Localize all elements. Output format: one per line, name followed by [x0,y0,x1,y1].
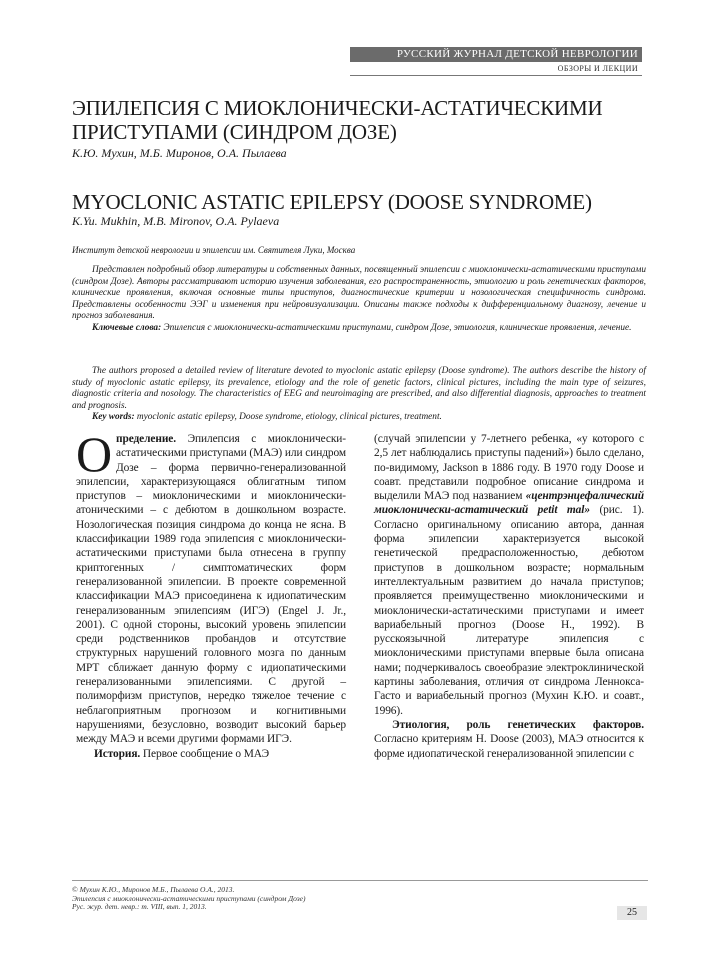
history-continued-a: (случай эпилепсии у 7-летнего ребенка, «у которого с 2,5 лет наблюдались приступы падений») было сделано, по-видимому, Jackson в 1886 году. В 1970 году Doose и соавт. представили подробное описание синдрома и выделили МАЭ под названием [374,433,644,503]
abstract-en-text: The authors proposed a detailed review of literature devoted to myoclonic astatic epilepsy (Doose syndrome). The authors describe the history of study of myoclonic astatic epilepsy, its prevalence, etiology and the role of genetic factors, clinical pictures, including the main type of seizures, diagnostic criteria and nosology. The characteristics of EEG and neuroimaging are prescribed, and also differential diagnosis, approaches to treatment and prognosis. [72,366,646,411]
keywords-en-label: Key words: [92,412,135,422]
keywords-ru-label: Ключевые слова: [92,322,162,333]
section-divider [350,75,642,76]
definition-lead: пределение. [116,433,177,445]
affiliation: Институт детской неврологии и эпилепсии им. Святителя Луки, Москва [72,245,356,255]
footer-citation: Рус. жур. дет. невр.: т. VIII, вып. 1, 2013. [72,902,207,911]
definition-text: Эпилепсия с миоклонически-астатическими приступами (МАЭ) или синдром Дозе – форма первично-генерализованной эпилепсии, характеризующаяся облигатным типом приступов – миоклоническими и миоклонически-атоническими – с дебютом в дошкольном возрасте. Нозологическая позиция синдрома до конца не ясна. В классификации 1989 года эпилепсия с миоклонически-астатическими приступами была отнесена в группу криптогенных / симптоматических форм генерализованной эпилепсии. В проекте современной классификации МАЭ присоединена к идиопатическим генерализованным эпилепсиям (ИГЭ) (Engel J. Jr., 2001). С одной стороны, высокий уровень эпилепсии среди родственников пробандов и отсутствие структурных нарушений головного мозга по данным МРТ сближает данную форму с идиопатическими генерализованными эпилепсиями. С другой – полиморфизм приступов, нередко тяжелое течение с неблагоприятным прогнозом и когнитивными нарушениями, безусловно, возводит высокий барьер между МАЭ и всеми другими формами ИГЭ. [76,433,346,746]
article-title-ru: ЭПИЛЕПСИЯ С МИОКЛОНИЧЕСКИ-АСТАТИЧЕСКИМИ ПРИСТУПАМИ (СИНДРОМ ДОЗЕ) [72,96,603,144]
footer-copyright: © Мухин К.Ю., Миронов М.Б., Пылаева О.А., 2013. [72,885,235,894]
authors-ru: К.Ю. Мухин, М.Б. Миронов, О.А. Пылаева [72,146,287,160]
history-text: Первое сообщение о МАЭ [140,747,270,760]
section-label: ОБЗОРЫ И ЛЕКЦИИ [557,64,638,73]
etiology-lead: Этиология, роль генетических факторов. [392,718,644,731]
article-title-en: MYOCLONIC ASTATIC EPILEPSY (DOOSE SYNDROME) [72,190,592,214]
footer-divider [72,880,648,881]
history-continued-paragraph [374,432,644,718]
footer-notes [72,886,306,912]
etiology-text: Согласно критериям H. Doose (2003), МАЭ относится к форме идиопатической генерализованной эпилепсии с [374,733,644,760]
definition-paragraph [76,426,346,747]
keywords-ru-text: Эпилепсия с миоклонически-астатическими приступами, синдром Дозе, этиология, клинические проявления, лечение. [161,322,632,333]
body-column-left [76,426,346,761]
keywords-ru [72,323,646,335]
history-lead: История. [94,747,141,760]
drop-cap: О [76,426,113,482]
body-column-right [374,432,644,761]
abstract-en [72,366,646,424]
authors-en: K.Yu. Mukhin, M.B. Mironov, O.A. Pylaeva [72,214,280,228]
journal-title-bar: РУССКИЙ ЖУРНАЛ ДЕТСКОЙ НЕВРОЛОГИИ [350,47,642,62]
etiology-paragraph [374,718,644,761]
keywords-en-text: myoclonic astatic epilepsy, Doose syndrome, etiology, clinical pictures, treatment. [134,412,442,422]
keywords-en [72,412,646,424]
page-number: 25 [617,906,647,920]
history-paragraph [76,747,346,761]
abstract-ru-text: Представлен подробный обзор литературы и собственных данных, посвященный эпилепсии с миоклонически-астатическими приступами (синдром Дозе). Авторы рассматривают историю изучения заболевания, его распространенность, этиологию и роль генетических факторов, клинические проявления, включая основные типы приступов, диагностические критерии и нозологическая специфичность синдрома. Представлены особенности ЭЭГ и изменения при нейровизуализации. Описаны также подходы к дифференциальному диагнозу, лечение и прогноз заболевания. [72,265,646,321]
history-continued-b: (рис. 1). Согласно оригинальному описанию автора, данная форма эпилепсии характеризуется высокой генетической предрасположенностью, дебютом приступов в дошкольном возрасте; нормальным интеллектуальным развитием до начала приступов; проявляется преимущественно миоклоническими и миоклонически-астатическими приступами и имеет вариабельный прогноз (Doose H., 1992). В русскоязычной литературе эпилепсия с миоклоническими приступами впервые была описана нами; подчеркивалось своеобразие электроклинической картины заболевания, отличия от синдрома Леннокса-Гасто и вариабельный прогноз (Мухин К.Ю. и соавт., 1996). [374,504,644,717]
abstract-ru [72,265,646,334]
history-continued-term: «центрэнцефалический миоклонически-астатический petit mal» [374,490,644,517]
footer-article-title: Эпилепсия с миоклонически-астатическими приступами (синдром Дозе) [72,893,306,903]
